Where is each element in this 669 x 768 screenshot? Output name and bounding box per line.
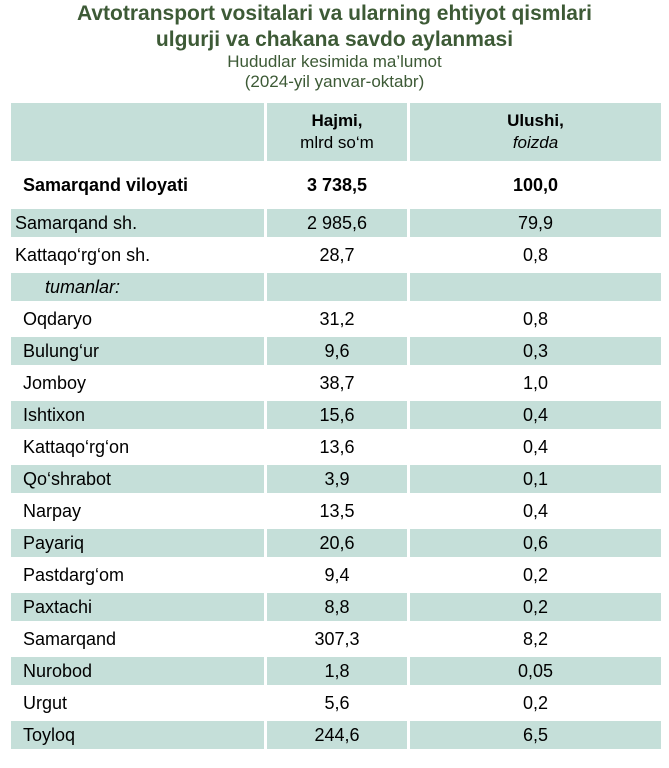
header-volume-unit: mlrd so‘m	[300, 133, 374, 152]
table-row	[11, 369, 661, 397]
region-share: 0,6	[410, 529, 661, 557]
header-volume	[267, 103, 407, 161]
table-row	[11, 593, 661, 621]
region-name: Paxtachi	[11, 593, 264, 621]
region-name: Payariq	[11, 529, 264, 557]
region-volume: 3,9	[267, 465, 407, 493]
page-title	[0, 1, 669, 92]
table-row	[11, 209, 661, 237]
table-row	[11, 561, 661, 589]
region-name: Qo‘shrabot	[11, 465, 264, 493]
region-volume: 8,8	[267, 593, 407, 621]
region-share: 0,8	[522, 308, 549, 329]
section-row	[11, 273, 661, 301]
region-name: Toyloq	[11, 721, 264, 749]
total-name: Samarqand viloyati	[23, 174, 189, 195]
table-row	[11, 497, 661, 525]
title-line-1: Avtotransport vositalari va ularning ehtiyot qismlari	[76, 2, 592, 25]
table-row	[11, 465, 661, 493]
region-volume: 20,6	[267, 529, 407, 557]
region-volume: 1,8	[267, 657, 407, 685]
table-row	[11, 625, 661, 653]
region-share: 0,4	[410, 401, 661, 429]
total-share: 100,0	[512, 174, 559, 195]
region-volume: 307,3	[314, 628, 360, 649]
region-volume: 2 985,6	[267, 209, 407, 237]
section-empty-cell	[267, 273, 407, 301]
region-share: 0,4	[522, 436, 549, 457]
region-name: Ishtixon	[11, 401, 264, 429]
region-share: 0,1	[410, 465, 661, 493]
table-row	[11, 241, 661, 269]
table-row	[11, 689, 661, 717]
region-name: Pastdarg‘om	[23, 564, 125, 585]
region-volume: 15,6	[267, 401, 407, 429]
trade-table	[8, 99, 664, 753]
region-share: 0,2	[522, 692, 549, 713]
table-header-row	[11, 103, 661, 161]
header-empty-cell	[11, 103, 264, 161]
region-volume: 5,6	[324, 692, 350, 713]
region-share: 1,0	[522, 372, 549, 393]
table-row	[11, 721, 661, 749]
title-line-2: ulgurji va chakana savdo aylanmasi	[155, 28, 514, 51]
table-row	[11, 529, 661, 557]
region-name: Bulung‘ur	[11, 337, 264, 365]
region-name: Kattaqo‘rg‘on sh.	[15, 244, 151, 265]
table-row	[11, 401, 661, 429]
region-share: 0,05	[410, 657, 661, 685]
total-row	[11, 165, 661, 205]
header-share	[410, 103, 661, 161]
region-name: Narpay	[23, 500, 82, 521]
region-name: Samarqand sh.	[11, 209, 264, 237]
region-volume: 28,7	[319, 244, 355, 265]
region-share: 6,5	[410, 721, 661, 749]
region-name: Urgut	[23, 692, 68, 713]
subtitle-line-1: Hududlar kesimida ma’lumot	[227, 52, 442, 71]
region-share: 0,4	[522, 500, 549, 521]
table-row	[11, 337, 661, 365]
region-volume: 9,4	[324, 564, 350, 585]
region-name: Jomboy	[23, 372, 87, 393]
table-row	[11, 433, 661, 461]
header-share-unit: foizda	[512, 133, 559, 152]
region-share: 0,3	[410, 337, 661, 365]
region-volume: 31,2	[319, 308, 355, 329]
region-share: 0,2	[522, 564, 549, 585]
region-volume: 13,6	[319, 436, 355, 457]
region-volume: 9,6	[267, 337, 407, 365]
region-share: 0,2	[410, 593, 661, 621]
section-label: tumanlar:	[11, 273, 264, 301]
table-row	[11, 305, 661, 333]
region-share: 8,2	[522, 628, 549, 649]
total-volume: 3 738,5	[306, 174, 368, 195]
region-volume: 244,6	[267, 721, 407, 749]
region-share: 79,9	[410, 209, 661, 237]
region-name: Nurobod	[11, 657, 264, 685]
region-name: Samarqand	[23, 628, 117, 649]
section-empty-cell	[410, 273, 661, 301]
region-share: 0,8	[522, 244, 549, 265]
region-name: Oqdaryo	[23, 308, 93, 329]
region-name: Kattaqo‘rg‘on	[23, 436, 130, 457]
region-volume: 38,7	[319, 372, 355, 393]
header-share-title: Ulushi,	[507, 111, 564, 130]
subtitle-line-2: (2024-yil yanvar-oktabr)	[244, 72, 425, 91]
header-volume-title: Hajmi,	[311, 111, 363, 130]
region-volume: 13,5	[319, 500, 355, 521]
table-row	[11, 657, 661, 685]
